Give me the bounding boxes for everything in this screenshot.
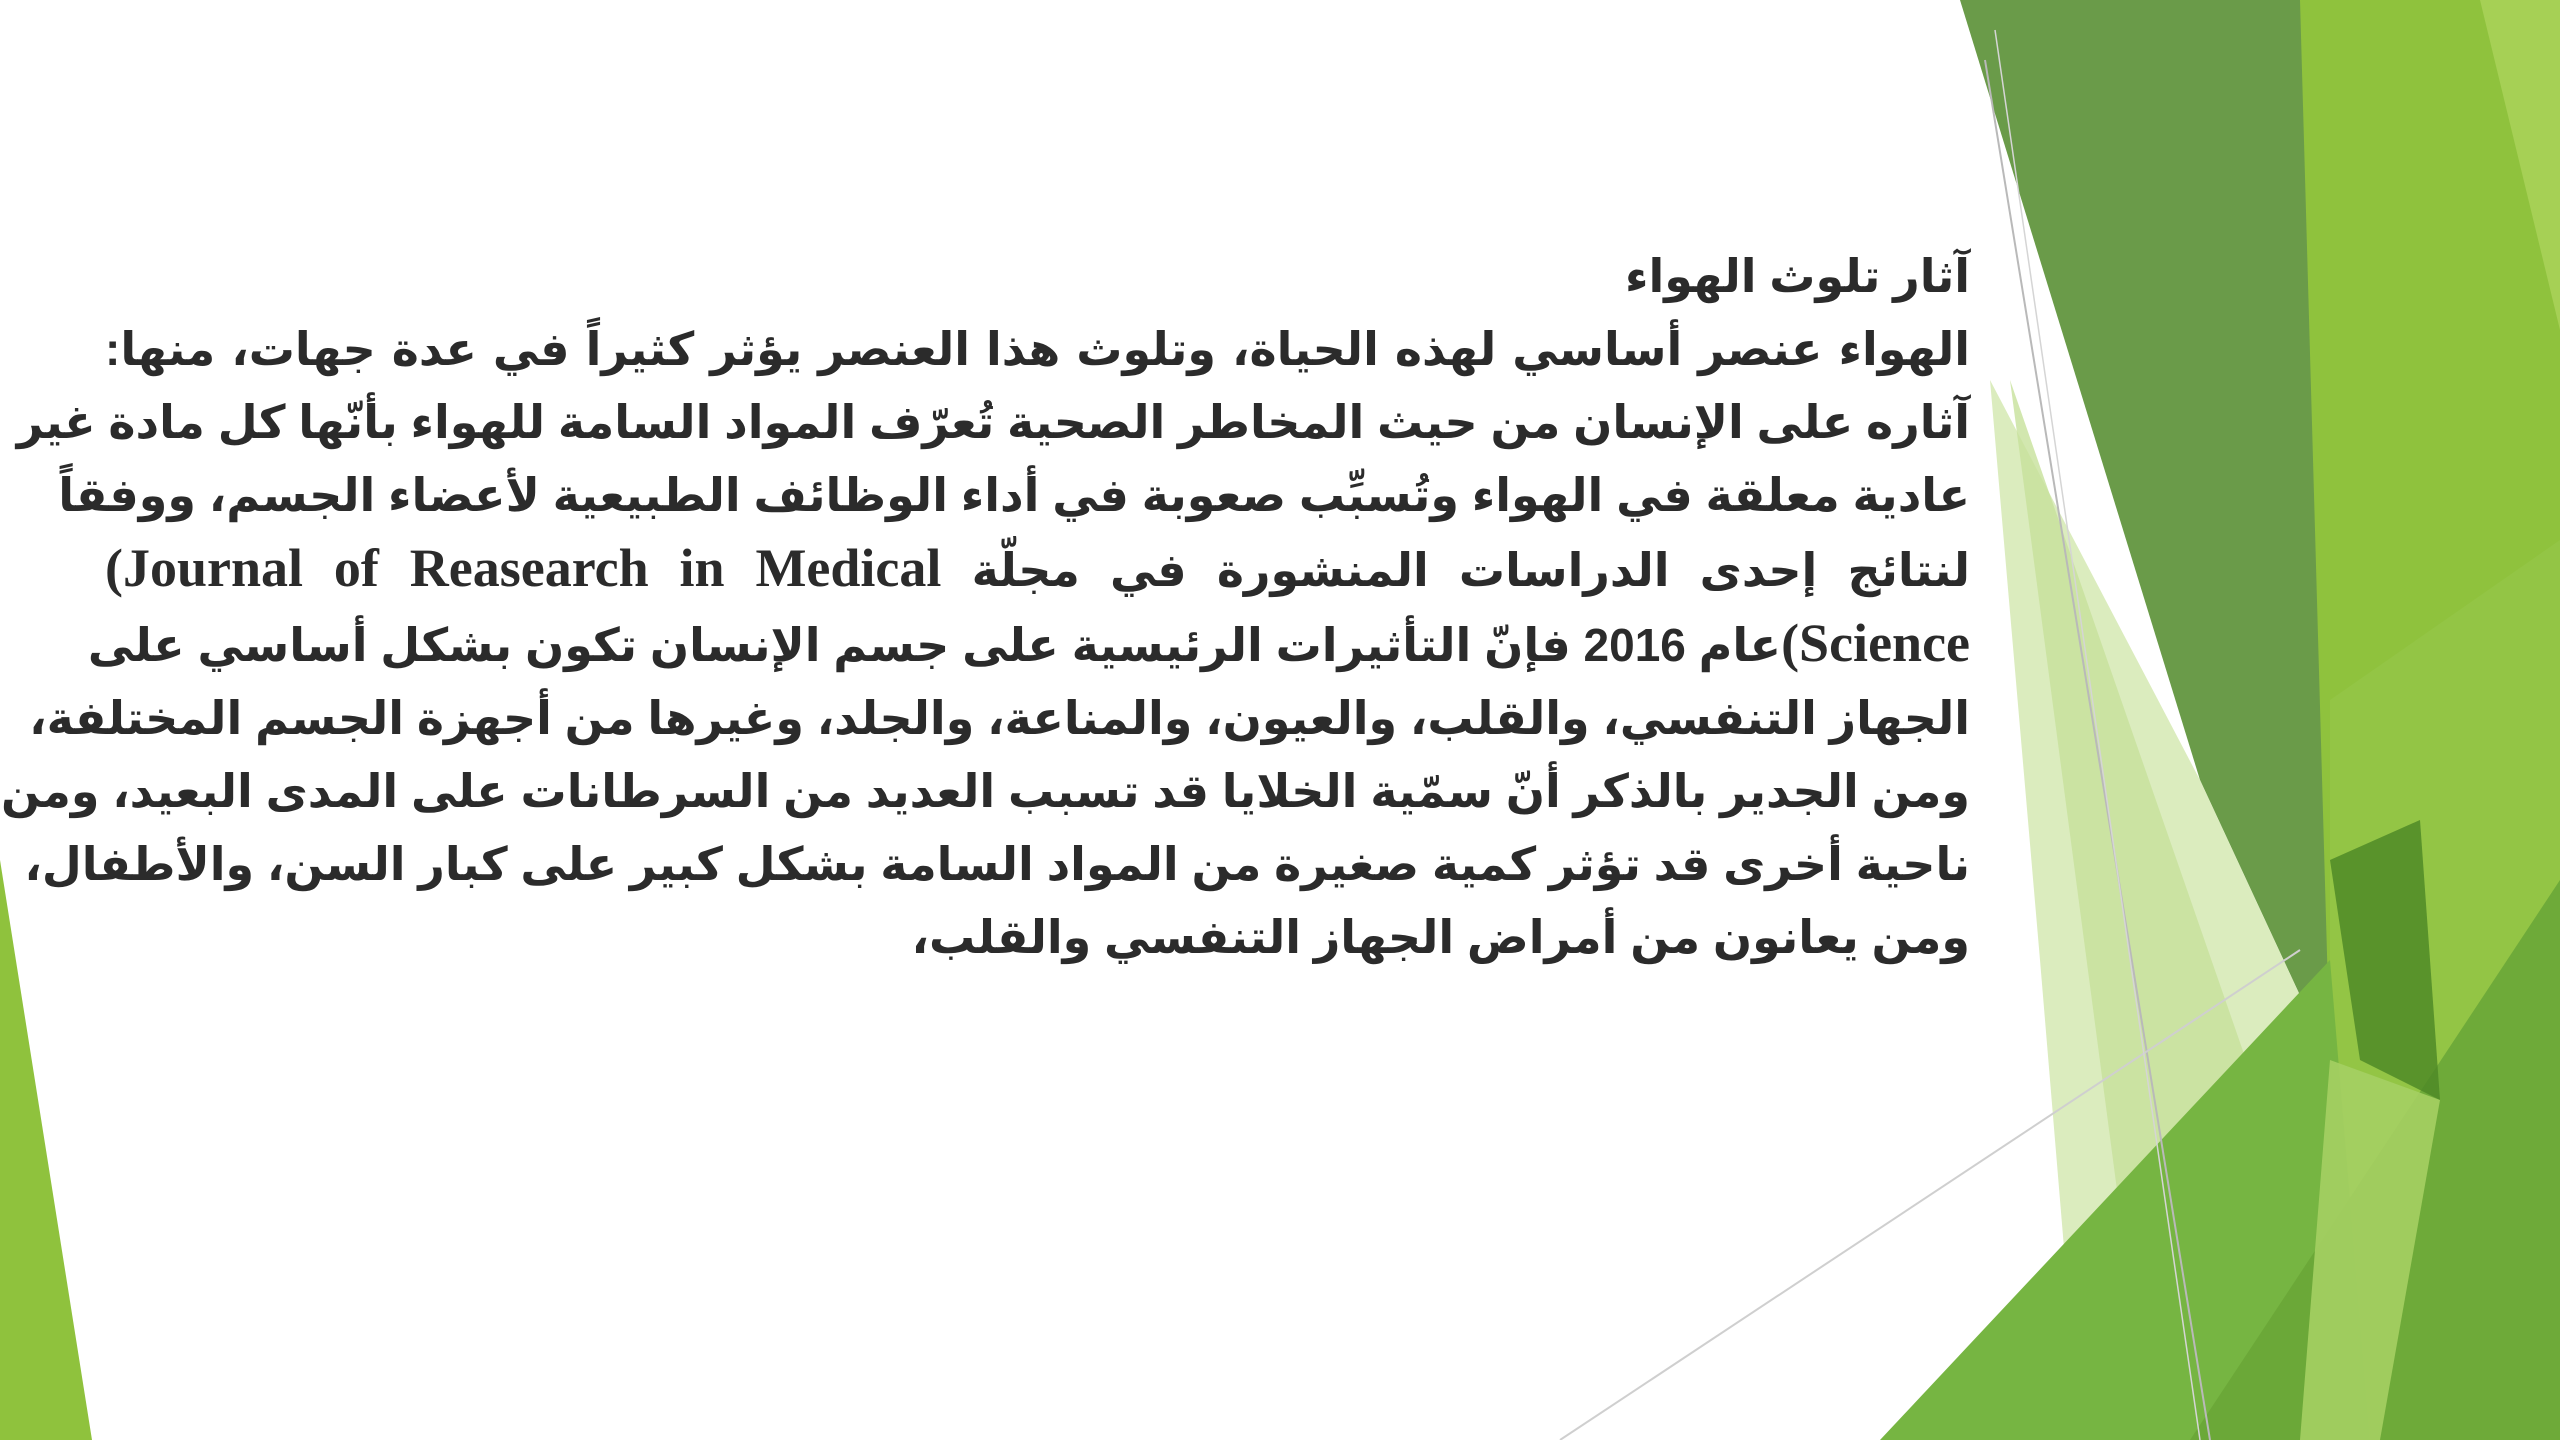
text-line-9: ومن يعانون من أمراض الجهاز التنفسي والقلب، [911, 911, 1970, 963]
text-line-7: ومن الجدير بالذكر أنّ سمّية الخلايا قد تسبب العديد من السرطانات على المدى البعيد، ومن [0, 765, 1970, 817]
text-line-5-arabic: عام 2016 فإنّ التأثيرات الرئيسية على جسم الإنسان تكون بشكل أساسي على [87, 619, 1782, 671]
text-line-4 [105, 532, 1970, 607]
left-green-wedge [0, 860, 92, 1440]
text-line-6: الجهاز التنفسي، والقلب، والعيون، والمناعة، والجلد، وغيرها من أجهزة الجسم المختلفة، [29, 692, 1970, 744]
journal-name-part1: (Journal of Reasearch in Medical [105, 538, 942, 598]
text-line-3: عادية معلقة في الهواء وتُسبِّب صعوبة في أداء الوظائف الطبيعية لأعضاء الجسم، ووفقاً [58, 469, 1970, 521]
text-line-2: آثاره على الإنسان من حيث المخاطر الصحية تُعرّف المواد السامة للهواء بأنّها كل مادة غير [16, 396, 1970, 448]
slide-title: آثار تلوث الهواء [1625, 250, 1970, 302]
slide-text-box [0, 240, 1970, 974]
text-line-5 [87, 607, 1970, 682]
text-line-1: الهواء عنصر أساسي لهذه الحياة، وتلوث هذا العنصر يؤثر كثيراً في عدة جهات، منها: [105, 323, 1970, 375]
text-line-4-arabic: لنتائج إحدى الدراسات المنشورة في مجلّة [971, 544, 1970, 596]
journal-name-part2: (Science [1781, 613, 1970, 673]
text-line-8: ناحية أخرى قد تؤثر كمية صغيرة من المواد السامة بشكل كبير على كبار السن، والأطفال، [24, 838, 1970, 890]
